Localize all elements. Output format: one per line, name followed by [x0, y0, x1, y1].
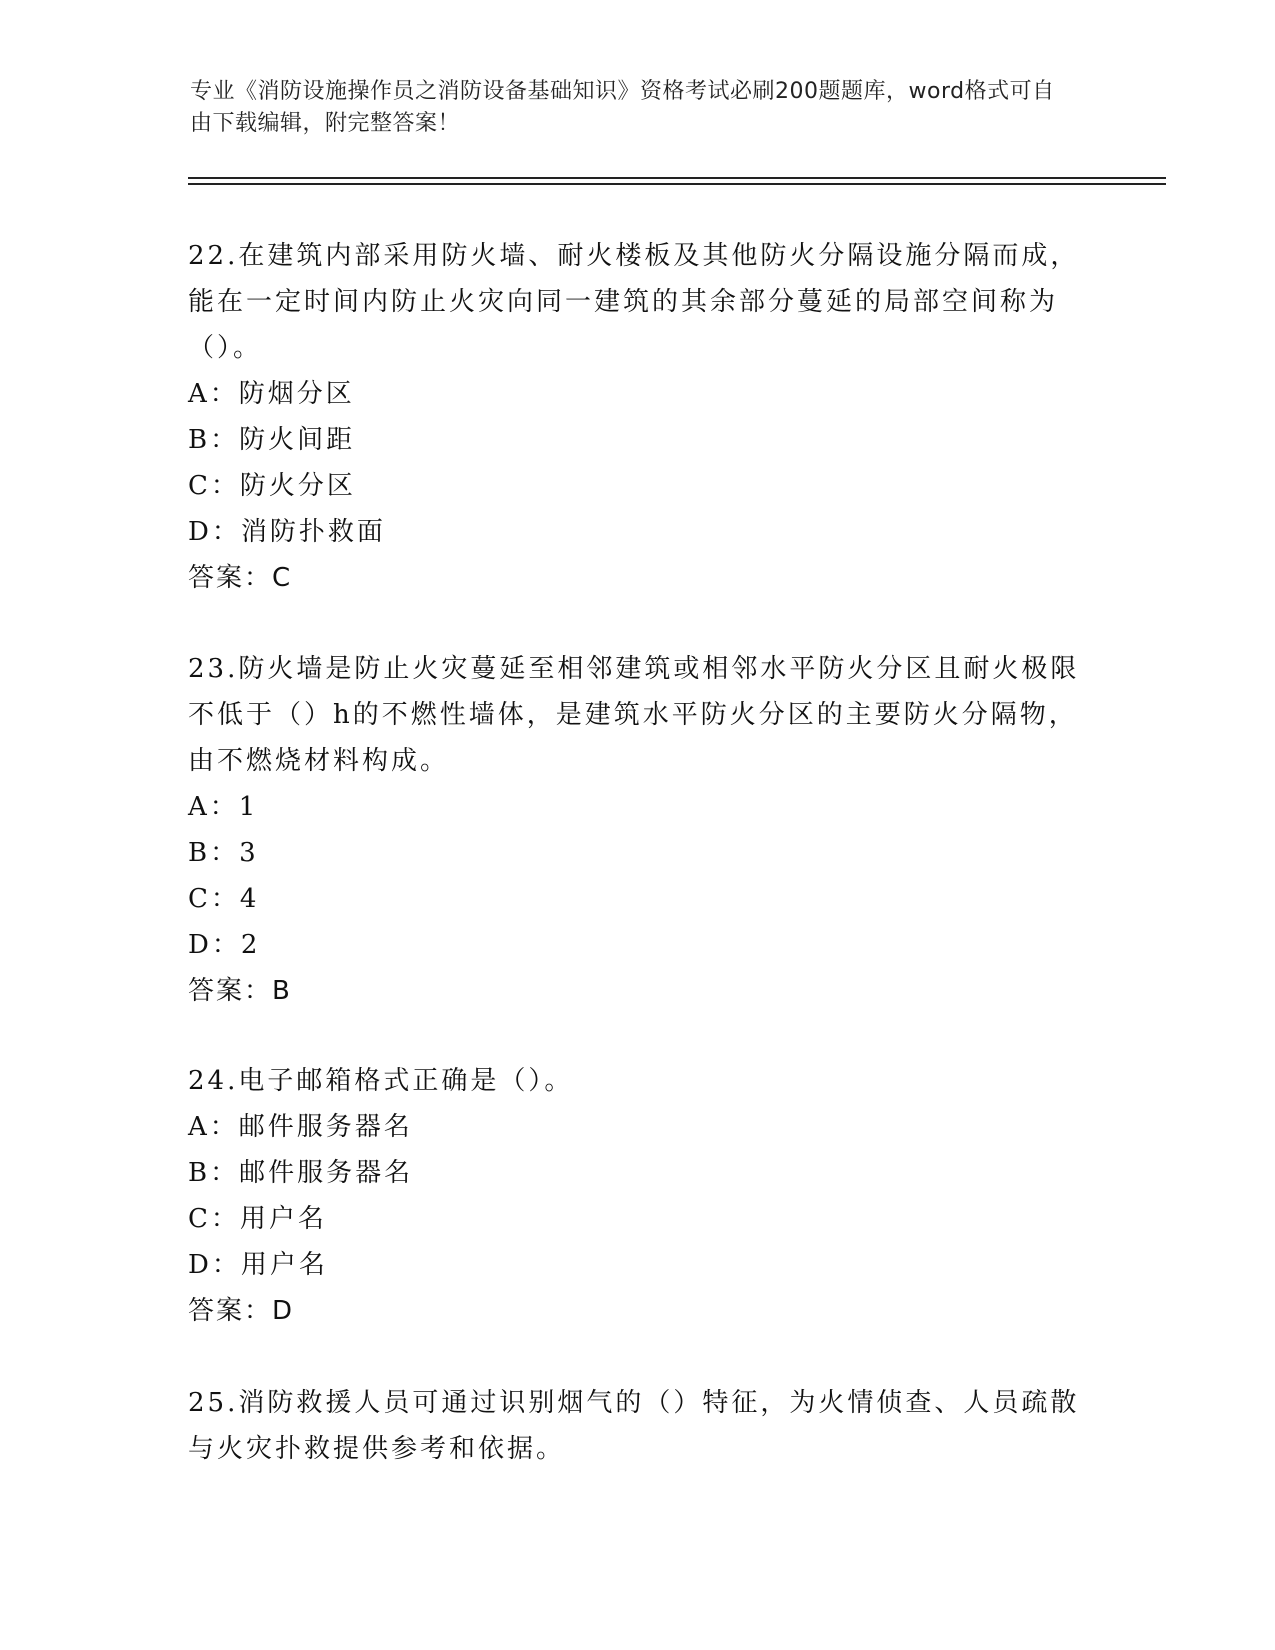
header-divider-top: [188, 177, 1166, 179]
question-24: [188, 1058, 1088, 1334]
option-c: C：防火分区: [188, 471, 356, 501]
question-text: 22.在建筑内部采用防火墙、耐火楼板及其他防火分隔设施分隔而成，能在一定时间内防止火灾向同一建筑的其余部分蔓延的局部空间称为（）。: [188, 241, 1080, 363]
option-a: A：防烟分区: [188, 379, 355, 409]
question-text: 24.电子邮箱格式正确是（）。: [188, 1066, 574, 1096]
option-d: D：用户名: [188, 1250, 328, 1280]
option-c: C：4: [188, 884, 260, 914]
question-23: [188, 646, 1088, 1014]
question-22: [188, 233, 1088, 601]
option-b: B：防火间距: [188, 425, 356, 455]
answer: 答案：C: [188, 563, 293, 593]
option-d: D：消防扑救面: [188, 517, 386, 547]
answer: 答案：D: [188, 1296, 295, 1326]
question-text: 23.防火墙是防止火灾蔓延至相邻建筑或相邻水平防火分区且耐火极限不低于（）h的不燃性墙体，是建筑水平防火分区的主要防火分隔物，由不燃烧材料构成。: [188, 654, 1080, 776]
option-b: B：邮件服务器名: [188, 1158, 414, 1188]
option-c: C：用户名: [188, 1204, 327, 1234]
question-text: 25.消防救援人员可通过识别烟气的（）特征，为火情侦查、人员疏散与火灾扑救提供参考和依据。: [188, 1388, 1080, 1464]
option-a: A：邮件服务器名: [188, 1112, 413, 1142]
option-b: B：3: [188, 838, 259, 868]
document-header: 专业《消防设施操作员之消防设备基础知识》资格考试必刷200题题库，word格式可自由下载编辑，附完整答案！: [190, 79, 1055, 136]
answer: 答案：B: [188, 976, 292, 1006]
question-25: [188, 1380, 1088, 1472]
header-divider-bottom: [188, 183, 1166, 185]
option-d: D：2: [188, 930, 261, 960]
option-a: A：1: [188, 792, 259, 822]
